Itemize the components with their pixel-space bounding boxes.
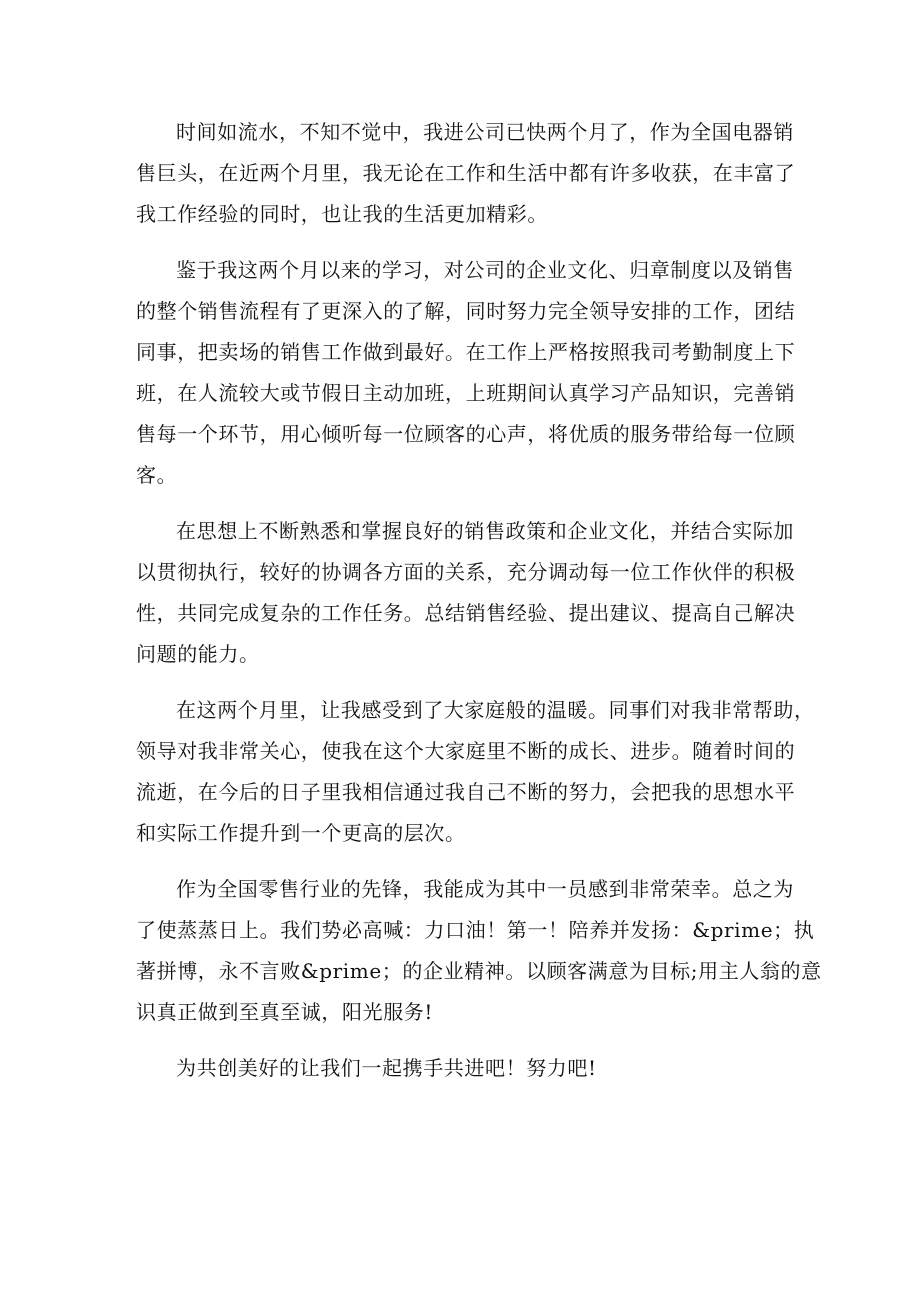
paragraph-line: 售每一个环节，用心倾听每一位顾客的心声，将优质的服务带给每一位顾 [136, 422, 796, 446]
paragraph-line: 识真正做到至真至诚，阳光服务! [136, 1000, 434, 1024]
paragraph-line: 了使蒸蒸日上。我们势必高喊：力口油！第一！陪养并发扬：&prime；执 [136, 918, 815, 942]
paragraph-line: 著拼博，永不言败&prime；的企业精神。以顾客满意为目标;用主人翁的意 [136, 959, 822, 983]
paragraph-line: 售巨头，在近两个月里，我无论在工作和生活中都有许多收获，在丰富了 [136, 161, 796, 185]
paragraph-line: 同事，把卖场的销售工作做到最好。在工作上严格按照我司考勤制度上下 [136, 340, 796, 364]
paragraph-4 [136, 690, 815, 854]
paragraph-6 [136, 1048, 796, 1089]
paragraph-line: 在这两个月里，让我感受到了大家庭般的温暖。同事们对我非常帮助， [176, 698, 815, 722]
paragraph-line: 我工作经验的同时，也让我的生活更加精彩。 [136, 202, 548, 226]
paragraph-5 [136, 869, 822, 1033]
paragraph-line: 以贯彻执行，较好的协调各方面的关系，充分调动每一位工作伙伴的积极 [136, 560, 796, 584]
paragraph-line: 性，共同完成复杂的工作任务。总结销售经验、提出建议、提高自己解决 [136, 601, 796, 625]
paragraph-line: 客。 [136, 463, 178, 487]
paragraph-3 [136, 511, 796, 675]
paragraph-line: 鉴于我这两个月以来的学习，对公司的企业文化、归章制度以及销售 [176, 258, 794, 282]
paragraph-line: 流逝，在今后的日子里我相信通过我自己不断的努力，会把我的思想水平 [136, 780, 796, 804]
paragraph-line: 为共创美好的让我们一起携手共进吧！努力吧! [176, 1056, 597, 1080]
document-body [136, 112, 822, 1104]
paragraph-line: 时间如流水，不知不觉中，我进公司已快两个月了，作为全国电器销 [176, 120, 794, 144]
paragraph-line: 问题的能力。 [136, 642, 260, 666]
paragraph-line: 和实际工作提升到一个更高的层次。 [136, 821, 466, 845]
paragraph-line: 班，在人流较大或节假日主动加班，上班期间认真学习产品知识，完善销 [136, 381, 796, 405]
paragraph-line: 的整个销售流程有了更深入的了解，同时努力完全领导安排的工作，团结 [136, 299, 796, 323]
paragraph-line: 作为全国零售行业的先锋，我能成为其中一员感到非常荣幸。总之为 [176, 877, 794, 901]
paragraph-line: 领导对我非常关心，使我在这个大家庭里不断的成长、进步。随着时间的 [136, 739, 796, 763]
paragraph-1 [136, 112, 796, 235]
paragraph-2 [136, 250, 796, 496]
paragraph-line: 在思想上不断熟悉和掌握良好的销售政策和企业文化，并结合实际加 [176, 519, 794, 543]
